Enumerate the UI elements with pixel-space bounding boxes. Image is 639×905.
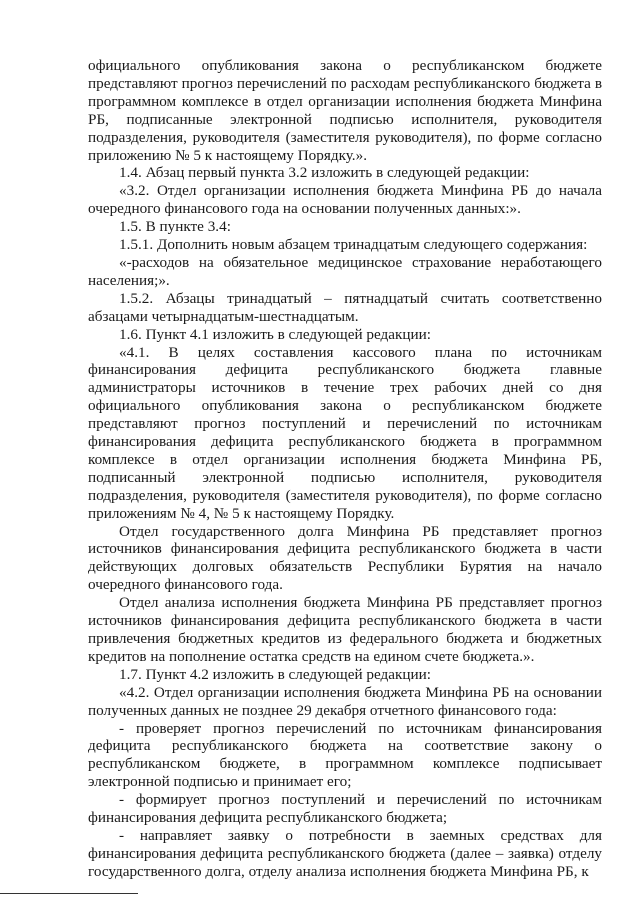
document-page — [88, 57, 602, 881]
paragraph-3: «3.2. Отдел организации исполнения бюджета Минфина РБ до начала очередного финансового года на основании полученных данных:». — [88, 182, 602, 218]
paragraph-13: «4.2. Отдел организации исполнения бюджета Минфина РБ на основании полученных данных не позднее 29 декабря отчетного финансового года: — [88, 683, 602, 719]
paragraph-9: «4.1. В целях составления кассового плана по источникам финансирования дефицита республиканского бюджета главные администраторы источников в течение трех рабочих дней со дня официального опубликования закона о республиканском бюджете представляют прогноз поступлений и перечислений по источникам финансирования дефицита республиканского бюджета в программном комплексе в отдел организации исполнения бюджета Минфина РБ, подписанный электронной подписью исполнителя, руководителя подразделения, руководителя (заместителя руководителя), по форме согласно приложениям № 4, № 5 к настоящему Порядку. — [88, 343, 602, 522]
paragraph-5: 1.5.1. Дополнить новым абзацем тринадцатым следующего содержания: — [119, 236, 588, 254]
footnote-separator — [0, 893, 138, 894]
paragraph-7: 1.5.2. Абзацы тринадцатый – пятнадцатый считать соответственно абзацами четырнадцатым-шестнадцатым. — [88, 289, 602, 325]
paragraph-10: Отдел государственного долга Минфина РБ представляет прогноз источников финансирования дефицита республиканского бюджета в части действующих долговых обязательств Республики Бурятия на начало очередного финансового года. — [88, 522, 602, 594]
paragraph-11: Отдел анализа исполнения бюджета Минфина РБ представляет прогноз источников финансирования дефицита республиканского бюджета в части привлечения бюджетных кредитов из федерального бюджета и бюджетных кредитов на пополнение остатка средств на едином счете бюджета.». — [88, 594, 602, 665]
paragraph-16: - направляет заявку о потребности в заемных средствах для финансирования дефицита республиканского бюджета (далее – заявка) отделу государственного долга, отделу анализа исполнения бюджета Минфина РБ, к — [88, 826, 602, 880]
paragraph-12: 1.7. Пункт 4.2 изложить в следующей редакции: — [119, 665, 432, 683]
paragraph-6: «-расходов на обязательное медицинское страхование неработающего населения;». — [88, 253, 602, 289]
paragraph-15: - формирует прогноз поступлений и перечислений по источникам финансирования дефицита республиканского бюджета; — [88, 791, 602, 827]
paragraph-1: официального опубликования закона о республиканском бюджете представляют прогноз перечислений по расходам республиканского бюджета в программном комплексе в отдел организации исполнения бюджета Минфина РБ, подписанные электронной подписью исполнителя, руководителя подразделения, руководителя (заместителя руководителя), по форме согласно приложению № 5 к настоящему Порядку.». — [88, 57, 602, 164]
paragraph-8: 1.6. Пункт 4.1 изложить в следующей редакции: — [119, 325, 432, 343]
paragraph-14: - проверяет прогноз перечислений по источникам финансирования дефицита республиканского бюджета на соответствие закону о республиканском бюджете, в программном комплексе подписывает электронной подписью и принимает его; — [88, 719, 602, 791]
paragraph-4: 1.5. В пункте 3.4: — [119, 218, 231, 236]
paragraph-2: 1.4. Абзац первый пункта 3.2 изложить в следующей редакции: — [119, 164, 530, 182]
